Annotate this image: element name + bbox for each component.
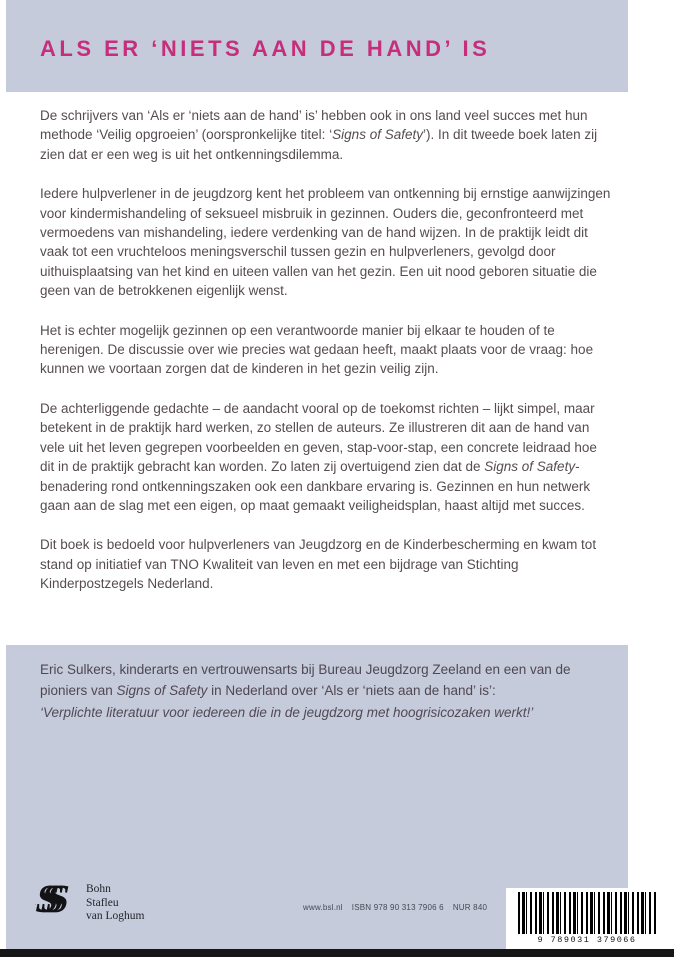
bsl-swan-logo-icon: SSS (31, 876, 58, 921)
publisher-name-line3: van Loghum (86, 910, 145, 922)
paragraph-1 (40, 106, 612, 164)
quote-attribution-end: in Nederland over ‘Als er ‘niets aan de hand’ is’: (207, 683, 496, 698)
publisher-name (86, 877, 144, 924)
paragraph-5: Dit boek is bedoeld voor hulpverleners van Jeugdzorg en de Kinderbescherming en kwam tot stand op initiatief van TNO Kwaliteit van leven en met een bijdrage van Stichting Kinderpostzegels Nederland. (40, 537, 597, 592)
quote-line: ‘Verplichte literatuur voor iedereen die in de jeugdzorg met hoogrisicozaken werkt!’ (40, 705, 534, 720)
paragraph-1-text-end: ’). In dit tweede boek laten zij zien dat er een weg is uit het ontkenningsdilemma. (40, 127, 598, 162)
paragraph-4-italic: Signs of Safety (484, 459, 576, 475)
quote-attribution-italic: Signs of Safety (116, 683, 208, 698)
publisher-website: www.bsl.nl (303, 903, 343, 912)
barcode (506, 888, 668, 950)
nur-code: NUR 840 (452, 903, 488, 912)
isbn-number: ISBN 978 90 313 7906 6 (351, 903, 444, 912)
paragraph-2: Iedere hulpverlener in de jeugdzorg kent het probleem van ontkenning bij ernstige aanwijzingen voor kindermishandeling of seksueel misbruik in gezinnen. Ouders die, geconfronteerd met vermoedens van mishandeling, iedere verdenking van de hand wijzen. In de praktijk leidt dit vaak tot een vruchteloos meningsverschil tussen gezin en hulpverleners, gevolgd door uithuisplaatsing van het kind en uiteen vallen van het gezin. Een uit nood geboren situatie die geen van de betrokkenen eigenlijk wenst. (40, 186, 611, 299)
publisher-name-line1: Bohn (86, 883, 111, 895)
barcode-digits: 9 789031 379066 (537, 935, 637, 945)
small-print (303, 903, 496, 912)
endorsement-quote (40, 659, 580, 723)
title-band (6, 0, 628, 92)
paragraph-1-italic: Signs of Safety (332, 127, 423, 143)
barcode-bars-icon (518, 892, 656, 934)
publisher-block (31, 876, 145, 925)
paragraph-4-text-end: -benadering rond ontkenningszaken ook een dankbare ervaring is. Gezinnen en hun netwerk gaan aan de slag met een eigen, op maat gemaakt veiligheidsplan, haast altijd met succes. (40, 459, 591, 513)
paragraph-1-text: De schrijvers van ‘Als er ‘niets aan de hand’ is’ hebben ook in ons land veel succes met hun methode ‘Veilig opgroeien’ (oorspronkelijke titel: ‘ (40, 108, 588, 143)
quote-attribution: Eric Sulkers, kinderarts en vertrouwensarts bij Bureau Jeugdzorg Zeeland en een van de pioniers van (40, 662, 571, 698)
bottom-edge-strip (0, 949, 674, 957)
paragraph-4 (40, 399, 612, 515)
paragraph-4-text: De achterliggende gedachte – de aandacht vooral op de toekomst richten – lijkt simpel, maar betekent in de praktijk hard werken, zo stellen de auteurs. Ze illustreren dit aan de hand van vele uit het leven gegrepen voorbeelden en geven, stap-voor-stap, een concrete leidraad hoe dit in de praktijk gebracht kan worden. Zo laten zij overtuigend zien dat de (40, 400, 597, 475)
publisher-name-line2: Stafleu (86, 896, 119, 909)
book-title: ALS ER ‘NIETS AAN DE HAND’ IS (40, 36, 491, 61)
blurb-text (40, 106, 612, 614)
paragraph-3: Het is echter mogelijk gezinnen op een verantwoorde manier bij elkaar te houden of te herenigen. De discussie over wie precies wat gedaan heeft, maakt plaats voor de vraag: hoe kunnen we voortaan zorgen dat de kinderen in het gezin veilig zijn. (40, 322, 594, 377)
